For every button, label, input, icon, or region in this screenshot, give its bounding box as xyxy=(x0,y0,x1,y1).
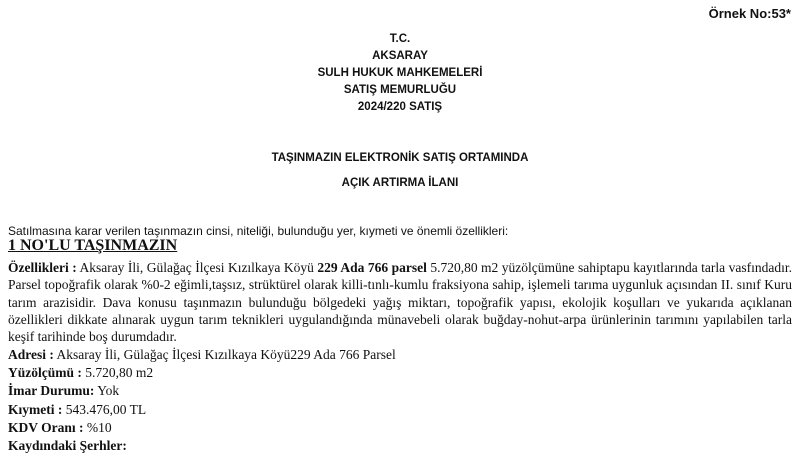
zoning-value: Yok xyxy=(94,383,120,399)
value-label: Kıymeti : xyxy=(8,401,63,417)
parcel-features xyxy=(8,259,792,345)
parcel-fields xyxy=(8,346,792,455)
area-row xyxy=(8,364,792,382)
document-subtitle: AÇIK ARTIRMA İLANI xyxy=(341,177,459,189)
court-header xyxy=(0,31,800,116)
area-label: Yüzölçümü : xyxy=(8,365,82,381)
zoning-row xyxy=(8,382,792,400)
features-text-2: 5.720,80 m2 yüzölçümüne sahiptapu kayıtlarında tarla vasfındadır. Parsel topoğrafik olarak %0-2 eğimli,taşsız, strüktürel olarak killi-tınlı-kumlu fraksiyona sahip, işlemeli tarıma uygunluk açısından II. sınıf Kuru tarım arazisidir. Dava konusu taşınmazın bulunduğu bölgedeki yağış miktarı, topoğrafik yapısı, ekolojik koşulları ve yukarıda açıklanan özellikleri dikkate alınarak uygun tarım teknikleri uygulandığında münavebeli olarak buğday-nohut-arpa ürünlerinin tarımını yapılabilen tarla keşif tarihinde boş durumdadır. xyxy=(8,260,792,345)
parcel-heading: 1 NO'LU TAŞINMAZIN xyxy=(8,237,178,254)
value-value: 543.476,00 TL xyxy=(62,401,147,417)
intro-text: Satılmasına karar verilen taşınmazın cinsi, niteliği, bulunduğu yer, kıymeti ve önemli özellikleri: xyxy=(8,224,509,238)
vat-row xyxy=(8,419,792,437)
header-case-number: 2024/220 SATIŞ xyxy=(357,101,443,113)
vat-value: %10 xyxy=(83,419,112,435)
records-row xyxy=(8,437,792,455)
address-row xyxy=(8,346,792,364)
features-label: Özellikleri : xyxy=(8,260,77,275)
features-text-1: Aksaray İli, Gülağaç İlçesi Kızılkaya Köyü xyxy=(76,260,318,275)
value-row xyxy=(8,401,792,419)
sample-number: Örnek No:53* xyxy=(708,6,791,21)
records-label: Kaydındaki Şerhler: xyxy=(8,438,127,454)
header-office: SATIŞ MEMURLUĞU xyxy=(343,84,457,96)
address-label: Adresi : xyxy=(8,347,54,362)
document-title: TAŞINMAZIN ELEKTRONİK SATIŞ ORTAMINDA xyxy=(271,152,529,164)
area-value: 5.720,80 m2 xyxy=(81,365,154,381)
header-tc: T.C. xyxy=(389,33,411,45)
vat-label: KDV Oranı : xyxy=(8,419,84,435)
address-value: Aksaray İli, Gülağaç İlçesi Kızılkaya Köyü229 Ada 766 Parsel xyxy=(53,347,396,362)
header-city: AKSARAY xyxy=(372,50,428,62)
features-parcel-id: 229 Ada 766 parsel xyxy=(317,260,427,275)
header-court: SULH HUKUK MAHKEMELERİ xyxy=(317,67,483,79)
zoning-label: İmar Durumu: xyxy=(8,383,95,399)
